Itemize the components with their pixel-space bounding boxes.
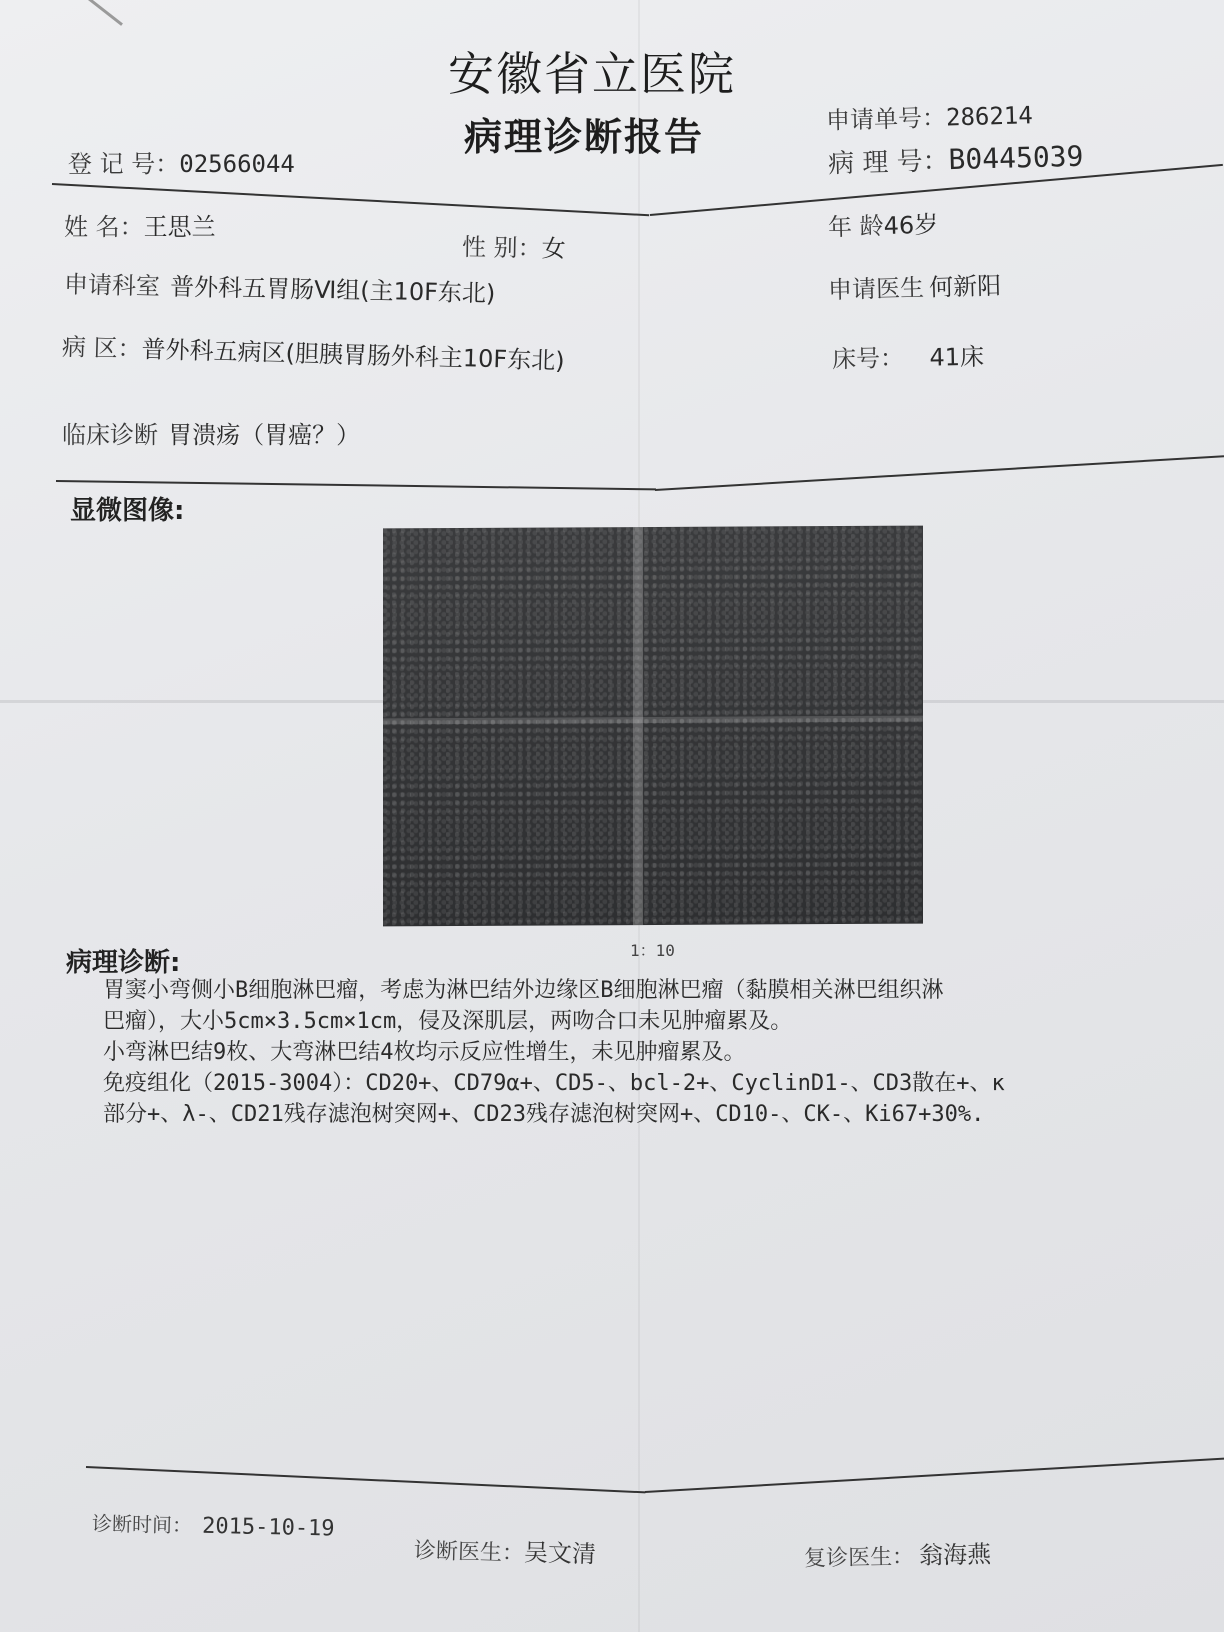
footer-rule-right — [645, 1458, 1224, 1493]
clinical-dx-label: 临床诊断 — [62, 421, 158, 449]
dept-value: 普外科五胃肠Ⅵ组(主10F东北) — [169, 272, 496, 308]
diagnosis-line: 小弯淋巴结9枚、大弯淋巴结4枚均示反应性增生，未见肿瘤累及。 — [103, 1040, 746, 1065]
footer-rule-left — [86, 1466, 646, 1493]
request-no-label: 申请单号： — [825, 103, 947, 135]
patient-name-value: 王思兰 — [143, 213, 216, 241]
patient-sex-value: 女 — [541, 234, 566, 263]
diag-date-row — [92, 1507, 335, 1541]
bed-value: 41床 — [929, 342, 985, 372]
dept-row — [64, 264, 496, 308]
ward-row — [62, 327, 566, 376]
ward-value: 普外科五病区(胆胰胃肠外科主10F东北) — [141, 335, 565, 376]
patient-age-row — [828, 205, 939, 243]
diag-doctor-value: 吴文清 — [523, 1538, 597, 1569]
hospital-name: 安徽省立医院 — [448, 47, 736, 101]
doctor-label: 申请医生 — [827, 273, 925, 305]
diagnosis-line: 免疫组化（2015-3004）：CD20+、CD79α+、CD5-、bcl-2+、CyclinD1-、CD3散在+、κ — [103, 1071, 1005, 1096]
patient-sex-label: 性 别： — [461, 233, 542, 263]
microscopy-fold-horizontal — [383, 716, 923, 725]
pathology-no-row — [828, 137, 1084, 181]
report-title: 病理诊断报告 — [464, 114, 705, 159]
register-no-value: 02566044 — [179, 150, 295, 178]
diagnosis-line: 部分+、λ-、CD21残存滤泡树突网+、CD23残存滤泡树突网+、CD10-、CK-、Ki67+30%. — [103, 1102, 985, 1127]
diag-doctor-row — [414, 1530, 597, 1570]
microscopy-fold-vertical — [633, 527, 643, 925]
review-doctor-value: 翁海燕 — [918, 1540, 992, 1570]
ward-label: 病 区： — [61, 332, 143, 364]
microscopy-scale: 1：10 — [630, 941, 675, 960]
patient-name-label: 姓 名： — [64, 213, 144, 241]
patient-sex-row — [462, 227, 566, 264]
diag-doctor-label: 诊断医生： — [413, 1538, 525, 1567]
register-no-label: 登 记 号： — [68, 150, 180, 178]
pathology-no-value: B0445039 — [948, 139, 1084, 177]
diagnosis-line: 胃窦小弯侧小B细胞淋巴瘤，考虑为淋巴结外边缘区B细胞淋巴瘤（黏膜相关淋巴组织淋 — [103, 978, 944, 1003]
doctor-row — [828, 266, 1002, 306]
review-doctor-row — [804, 1534, 992, 1572]
request-no-row — [826, 95, 1034, 135]
info-rule-left — [56, 480, 656, 490]
dept-label: 申请科室 — [63, 270, 161, 301]
patient-name-row — [64, 207, 216, 242]
microscopy-image — [383, 526, 923, 927]
diagnosis-line: 巴瘤），大小5cm×3.5cm×1cm，侵及深肌层，两吻合口未见肿瘤累及。 — [103, 1009, 793, 1034]
clinical-dx-row — [62, 415, 360, 450]
bed-label: 床号： — [831, 344, 905, 374]
register-no-row — [68, 144, 295, 179]
review-doctor-label: 复诊医生： — [803, 1544, 915, 1572]
diag-date-value: 2015-10-19 — [201, 1513, 335, 1542]
microscopy-title: 显微图像: — [70, 496, 185, 526]
diagnosis-title: 病理诊断: — [66, 948, 181, 978]
pen-mark — [88, 0, 123, 26]
patient-age-value: 46岁 — [883, 210, 939, 240]
diag-date-label: 诊断时间： — [91, 1511, 193, 1538]
bed-row — [832, 337, 985, 375]
info-rule-right — [655, 455, 1224, 491]
clinical-dx-value: 胃溃疡（胃癌？） — [168, 421, 361, 449]
doctor-value: 何新阳 — [928, 271, 1002, 302]
pathology-no-label: 病 理 号： — [827, 146, 949, 180]
patient-age-label: 年 龄 — [827, 211, 885, 242]
request-no-value: 286214 — [945, 101, 1034, 132]
